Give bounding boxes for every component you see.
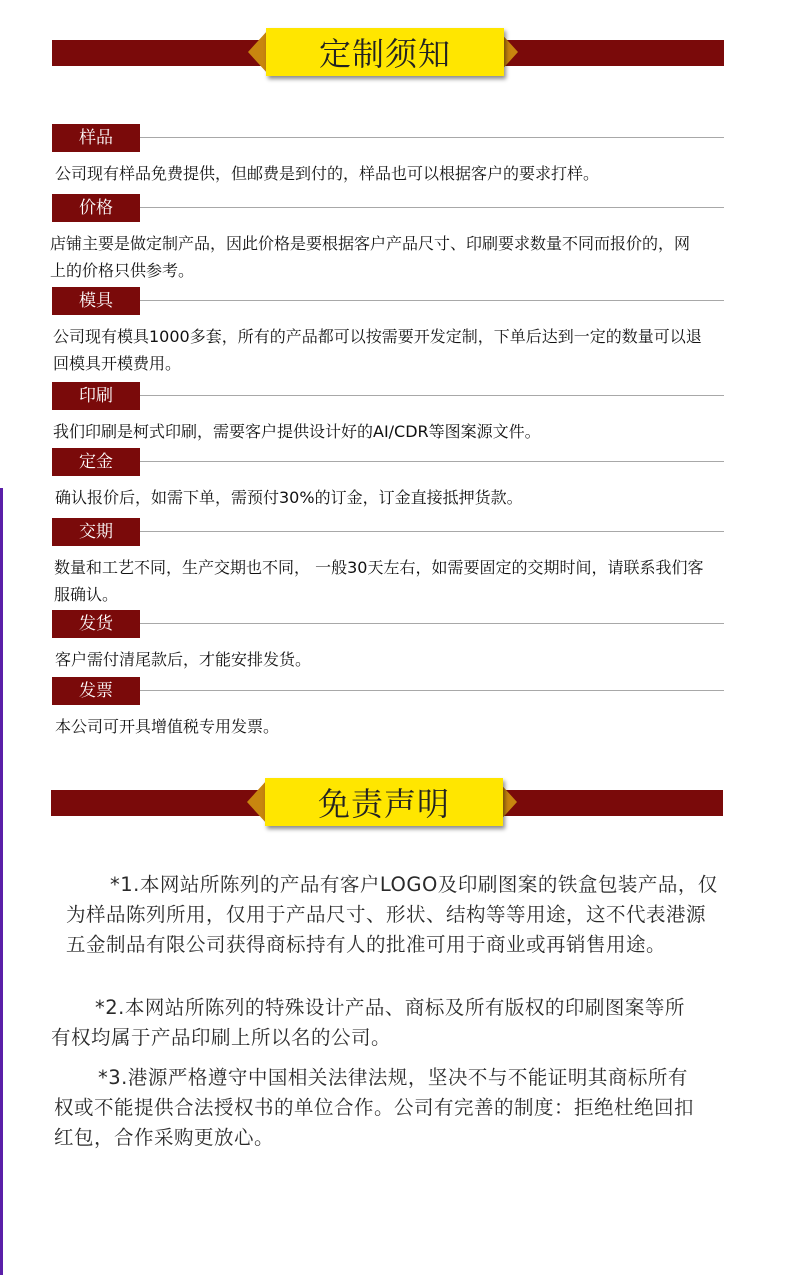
section-tag: 样品 (52, 124, 140, 152)
banner-title: 定制须知 (266, 28, 504, 76)
section-divider (140, 690, 724, 691)
left-edge-rule (0, 488, 3, 1275)
section-text: 公司现有模具1000多套，所有的产品都可以按需要开发定制，下单后达到一定的数量可以退回模具开模费用。 (53, 327, 702, 373)
section-tag: 定金 (52, 448, 140, 476)
section-text: 确认报价后，如需下单，需预付30%的订金，订金直接抵押货款。 (55, 488, 523, 507)
section-tag: 交期 (52, 518, 140, 546)
section-text: 公司现有样品免费提供，但邮费是到付的，样品也可以根据客户的要求打样。 (55, 164, 600, 183)
section-divider (140, 207, 724, 208)
disclaimer-item-3: *3.港源严格遵守中国相关法律法规，坚决不与不能证明其商标所有权或不能提供合法授权书的单位合作。公司有完善的制度：拒绝杜绝回扣红包，合作采购更放心。 (54, 1066, 695, 1149)
banner-notch-left (247, 780, 267, 824)
disclaimer-item-1: *1.本网站所陈列的产品有客户LOGO及印刷图案的铁盒包装产品，仅为样品陈列所用，仅用于产品尺寸、形状、结构等等用途，这不代表港源五金制品有限公司获得商标持有人的批准可用于商业或再销售用途。 (66, 873, 718, 956)
section-tag: 印刷 (52, 382, 140, 410)
section-tag: 模具 (52, 287, 140, 315)
section-divider (140, 137, 724, 138)
section-divider (140, 395, 724, 396)
section-divider (140, 461, 724, 462)
section-tag: 发货 (52, 610, 140, 638)
section-divider (140, 300, 724, 301)
header-banner-disclaimer (51, 778, 723, 830)
section-text: 我们印刷是柯式印刷，需要客户提供设计好的AI/CDR等图案源文件。 (53, 422, 541, 441)
section-text: 客户需付清尾款后，才能安排发货。 (55, 650, 312, 669)
banner-title: 免责声明 (265, 778, 503, 826)
section-divider (140, 531, 724, 532)
section-divider (140, 623, 724, 624)
header-banner-customization (52, 28, 724, 80)
banner-notch-left (248, 30, 268, 74)
section-tag: 发票 (52, 677, 140, 705)
section-tag: 价格 (52, 194, 140, 222)
section-text: 数量和工艺不同，生产交期也不同， 一般30天左右，如需要固定的交期时间，请联系我们客服确认。 (54, 558, 704, 604)
disclaimer-item-2: *2.本网站所陈列的特殊设计产品、商标及所有版权的印刷图案等所有权均属于产品印刷上所以名的公司。 (51, 996, 685, 1049)
section-text: 店铺主要是做定制产品，因此价格是要根据客户产品尺寸、印刷要求数量不同而报价的，网上的价格只供参考。 (50, 234, 691, 280)
section-text: 本公司可开具增值税专用发票。 (55, 717, 280, 736)
